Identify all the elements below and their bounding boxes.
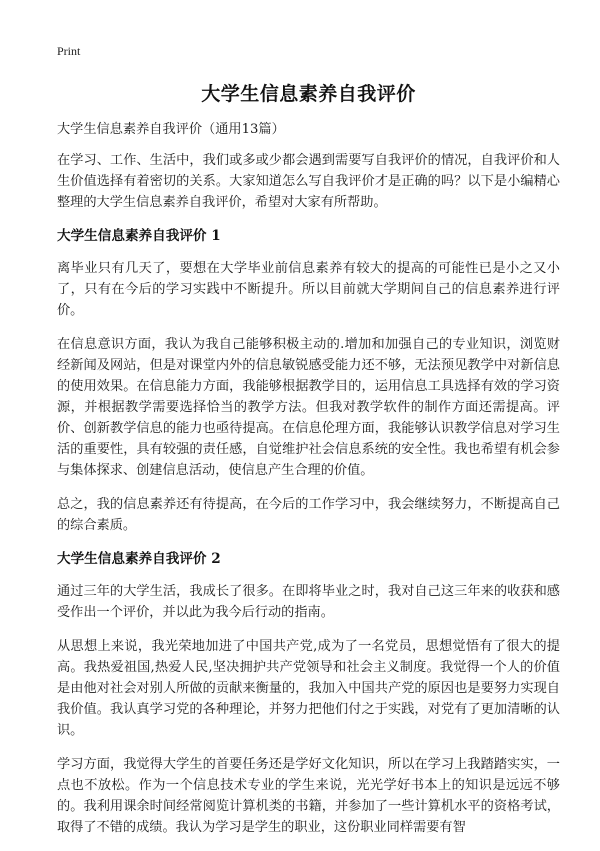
- paragraph: 总之，我的信息素养还有待提高，在今后的工作学习中，我会继续努力，不断提高自己的综合素质。: [57, 497, 560, 533]
- section-1: [57, 226, 560, 536]
- page-title: 大学生信息素养自我评价: [201, 83, 416, 105]
- paragraph: 离毕业只有几天了，要想在大学毕业前信息素养有较大的提高的可能性已是小之又小了，只有在今后的学习实践中不断提升。所以目前就大学期间自己的信息素养进行评价。: [57, 261, 560, 318]
- print-label[interactable]: Print: [57, 44, 81, 58]
- section-heading: 大学生信息素养自我评价 1: [57, 228, 221, 244]
- section-2: [57, 549, 560, 838]
- paragraph: 通过三年的大学生活，我成长了很多。在即将毕业之时，我对自己这三年来的收获和感受作出一个评价，并以此为我今后行动的指南。: [57, 584, 560, 620]
- intro-paragraph: 在学习、工作、生活中，我们或多或少都会遇到需要写自我评价的情况，自我评价和人生价值选择有着密切的关系。大家知道怎么写自我评价才是正确的吗？以下是小编精心整理的大学生信息素养自我评价，希望对大家有所帮助。: [57, 153, 560, 210]
- paragraph: 从思想上来说，我光荣地加进了中国共产党,成为了一名党员，思想觉悟有了很大的提高。我热爱祖国,热爱人民,坚决拥护共产党领导和社会主义制度。我觉得一个人的价值是由他对社会对别人所做的贡献来衡量的，我加入中国共产党的原因也是要努力实现自我价值。我认真学习党的各种理论，并努力把他们付之于实践，对党有了更加清晰的认识。: [57, 639, 560, 738]
- article-body: [57, 119, 560, 851]
- article-subtitle: 大学生信息素养自我评价（通用13篇）: [57, 122, 285, 137]
- paragraph: 在信息意识方面，我认为我自己能够积极主动的.增加和加强自己的专业知识，浏览财经新闻及网站，但是对课堂内外的信息敏锐感受能力还不够，无法预见教学中对新信息的使用效果。在信息能力方面，我能够根据教学目的，运用信息工具选择有效的学习资源，并根据教学需要选择恰当的教学方法。但我对教学软件的制作方面还需提高。评价、创新教学信息的能力也亟待提高。在信息伦理方面，我能够认识教学信息对学习生活的重要性，具有较强的责任感，自觉维护社会信息系统的安全性。我也希望有机会参与集体探求、创建信息活动，使信息产生合理的价值。: [57, 337, 560, 478]
- paragraph: 学习方面，我觉得大学生的首要任务还是学好文化知识，所以在学习上我踏踏实实，一点也不放松。作为一个信息技术专业的学生来说，光光学好书本上的知识是远远不够的。我利用课余时间经常阅览计算机类的书籍，并参加了一些计算机水平的资格考试，取得了不错的成绩。我认为学习是学生的职业，这份职业同样需要有智: [57, 757, 560, 835]
- section-heading: 大学生信息素养自我评价 2: [57, 551, 221, 567]
